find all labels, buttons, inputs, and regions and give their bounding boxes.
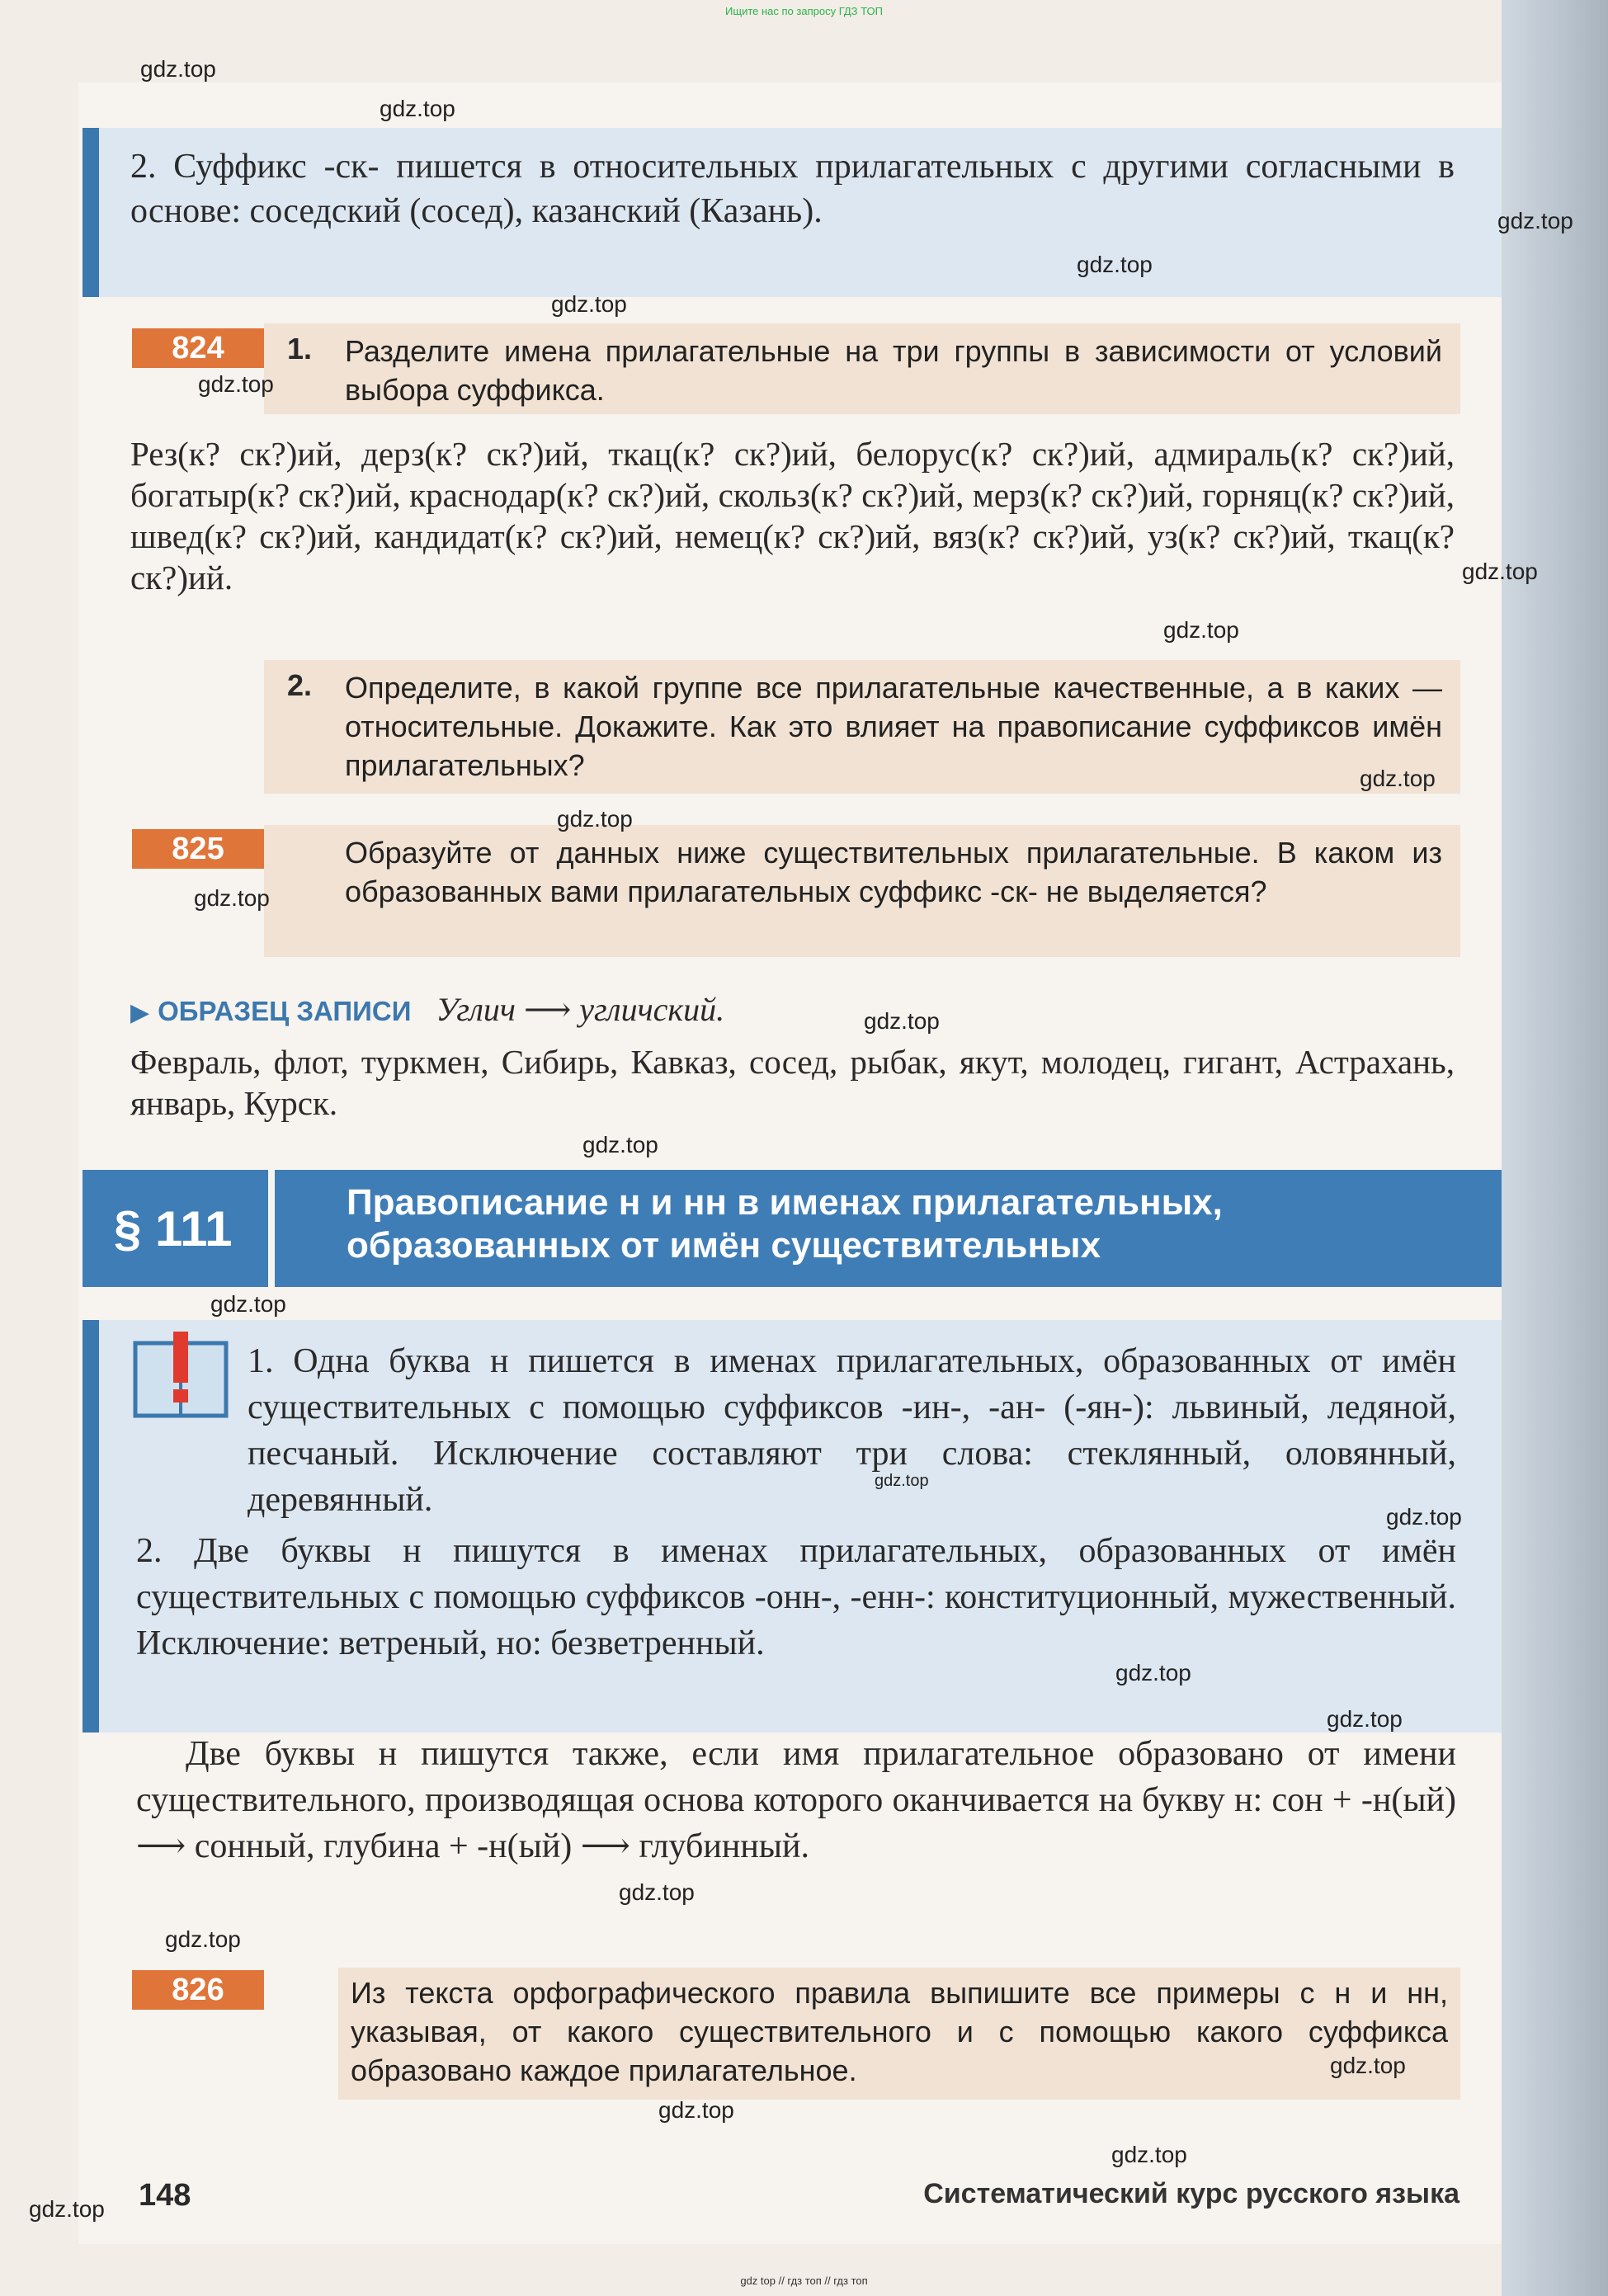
watermark: gdz.top	[1163, 617, 1239, 643]
watermark: gdz.top	[864, 1008, 940, 1034]
watermark: gdz.top	[1327, 1706, 1403, 1732]
ex825-number: 825	[132, 829, 264, 869]
watermark: gdz.top	[582, 1132, 658, 1157]
rule-bar	[83, 1320, 99, 1733]
watermark: gdz.top	[1330, 2053, 1406, 2078]
ex824-task1: Разделите имена прилагательные на три группы в зависимости от условий выбора суффикса.	[345, 334, 1442, 407]
section-number: § 111	[114, 1201, 233, 1256]
ex826-task: Из текста орфографического правила выпишите все примеры с н и нн, указывая, от какого существительного и с помощью какого суффикса образовано каждое прилагательное.	[351, 1976, 1448, 2087]
watermark: gdz.top	[551, 291, 627, 317]
bottom-note: gdz top // гдз топ // гдз топ	[740, 2275, 868, 2287]
watermark: gdz.top	[1497, 208, 1573, 233]
watermark: gdz.top	[194, 885, 270, 911]
sample-label: ОБРАЗЕЦ ЗАПИСИ	[158, 996, 412, 1026]
section-divider	[268, 1170, 275, 1287]
watermark: gdz.top	[1077, 252, 1153, 277]
book-title: Систематический курс русского языка	[923, 2178, 1459, 2209]
watermark: gdz.top	[557, 806, 633, 832]
watermark: gdz.top	[140, 56, 216, 82]
watermark: gdz.top	[1462, 559, 1538, 584]
rule-n-p1: 1. Одна буква н пишется в именах прилагательных, образованных от имён существительных с помощью суффиксов -ин-, -ан- (-ян-): львиный, ледяной, песчаный. Исключение составляют три слова: стеклянный, оловянный, деревянный.	[248, 1342, 1456, 1519]
watermark: gdz.top	[875, 1472, 929, 1490]
watermark: gdz.top	[165, 1926, 241, 1952]
rule-bar	[83, 128, 99, 297]
watermark: gdz.top	[1386, 1504, 1462, 1530]
ex825-words: Февраль, флот, туркмен, Сибирь, Кавказ, сосед, рыбак, якут, молодец, гигант, Астрахань, январь, Курск.	[130, 1043, 1455, 1122]
watermark: gdz.top	[658, 2097, 734, 2123]
ex824-task2-num: 2.	[287, 668, 313, 702]
page-edge	[1502, 0, 1608, 2296]
ex824-task1-num: 1.	[287, 332, 313, 365]
watermark: gdz.top	[29, 2196, 105, 2222]
sample-text: Углич ⟶ угличский.	[436, 991, 725, 1028]
ex824-number: 824	[132, 328, 264, 368]
watermark: gdz.top	[210, 1291, 286, 1317]
ex824-task2: Определите, в какой группе все прилагательные качественные, а в каких — относительные. Докажите. Как это влияет на правописание суффиксов имён прилагательных?	[345, 671, 1442, 782]
watermark: gdz.top	[1111, 2142, 1187, 2167]
top-note: Ищите нас по запросу ГДЗ ТОП	[725, 5, 883, 17]
ex826-number: 826	[132, 1970, 264, 2010]
ex825-sample	[130, 990, 724, 1029]
page-number: 148	[139, 2178, 191, 2213]
exclamation-book-icon	[132, 1328, 229, 1419]
watermark: gdz.top	[1360, 766, 1436, 791]
rule-n-p3: Две буквы н пишутся также, если имя прилагательное образовано от имени существительного, производящая основа которого оканчивается на букву н: сон + -н(ый) ⟶ сонный, глубина + -н(ый) ⟶ глубинный.	[136, 1735, 1456, 1865]
rule-n-p2: 2. Две буквы н пишутся в именах прилагательных, образованных от имён существительных с помощью суффиксов -онн-, -енн-: конституционный, мужественный. Исключение: ветреный, но: безветренный.	[136, 1532, 1456, 1662]
watermark: gdz.top	[380, 96, 455, 121]
rule-ck-text: 2. Суффикс -ск- пишется в относительных прилагательных с другими согласными в основе: соседский (сосед), казанский (Казань).	[130, 148, 1455, 230]
watermark: gdz.top	[198, 371, 274, 397]
sample-arrow-icon: ▶	[130, 999, 150, 1026]
watermark: gdz.top	[1115, 1660, 1191, 1685]
watermark: gdz.top	[619, 1879, 695, 1905]
ex825-task: Образуйте от данных ниже существительных прилагательные. В каком из образованных вами прилагательных суффикс -ск- не выделяется?	[345, 836, 1442, 908]
ex824-words: Рез(к? ск?)ий, дерз(к? ск?)ий, ткац(к? ск?)ий, белорус(к? ск?)ий, адмираль(к? ск?)ий, богатыр(к? ск?)ий, краснодар(к? ск?)ий, скольз(к? ск?)ий, мерз(к? ск?)ий, горняц(к? ск?)ий, швед(к? ск?)ий, кандидат(к? ск?)ий, немец(к? ск?)ий, вяз(к? ск?)ий, уз(к? ск?)ий, ткац(к? ск?)ий.	[130, 435, 1455, 596]
section-title: Правописание н и нн в именах прилагательных, образованных от имён существительных	[347, 1182, 1223, 1266]
